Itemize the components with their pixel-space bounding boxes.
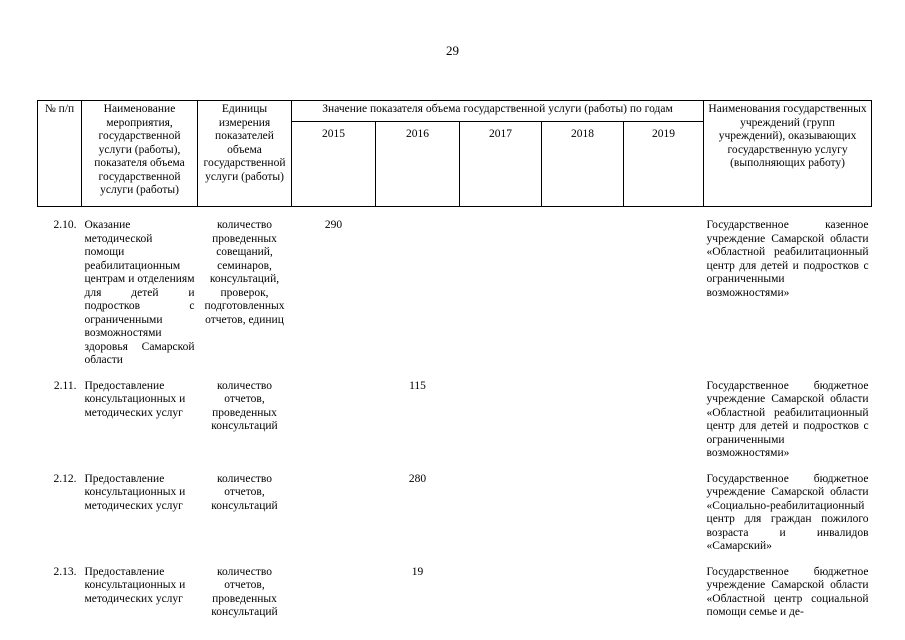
row-value-2015 <box>292 380 376 461</box>
row-value-2017 <box>460 219 542 368</box>
row-units: количество отчетов, проведенных консультаций <box>211 379 278 432</box>
row-value-2015 <box>292 473 376 554</box>
row-value-2015 <box>292 566 376 620</box>
program-table <box>37 100 872 620</box>
row-value-2017 <box>460 380 542 461</box>
row-value-2017 <box>460 566 542 620</box>
row-value-2018 <box>542 473 624 554</box>
table-row <box>38 473 872 554</box>
row-name: Предоставление консультационных и методических услуг <box>84 472 186 512</box>
header-num: № п/п <box>38 101 82 207</box>
row-value-2016: 280 <box>408 472 427 485</box>
header-institutions: Наименования государственных учреждений (групп учреждений), оказывающих государственную услугу (выполняющих работу) <box>704 101 872 207</box>
header-year-2015: 2015 <box>292 122 376 207</box>
row-name: Предоставление консультационных и методических услуг <box>84 565 186 605</box>
row-value-2016: 115 <box>409 379 426 392</box>
page-number: 29 <box>446 43 459 58</box>
row-value-2017 <box>460 473 542 554</box>
row-units: количество проведенных совещаний, семинаров, консультаций, проверок, подготовленных отчетов, единиц <box>204 219 285 326</box>
row-num: 2.10. <box>53 219 77 231</box>
row-value-2019 <box>624 219 704 368</box>
header-year-2016: 2016 <box>376 122 460 207</box>
header-year-2019: 2019 <box>624 122 704 207</box>
table-row <box>38 566 872 620</box>
row-name: Предоставление консультационных и методических услуг <box>84 379 186 419</box>
row-value-2018 <box>542 566 624 620</box>
header-year-2018: 2018 <box>542 122 624 207</box>
header-year-2017: 2017 <box>460 122 542 207</box>
row-institution: Государственное казенное учреждение Самарской области «Областной реабилитационный центр для детей и подростков с ограниченными возможностями» <box>706 219 869 299</box>
row-units: количество отчетов, проведенных консультаций <box>211 565 278 618</box>
row-value-2019 <box>624 380 704 461</box>
row-value-2016: 19 <box>411 565 424 578</box>
row-value-2018 <box>542 380 624 461</box>
row-value-2018 <box>542 219 624 368</box>
row-institution: Государственное бюджетное учреждение Самарской области «Областной реабилитационный центр для детей и подростков с ограниченными возможностями» <box>706 379 869 459</box>
row-value-2019 <box>624 566 704 620</box>
row-value-2019 <box>624 473 704 554</box>
row-num: 2.11. <box>53 379 77 392</box>
row-institution: Государственное бюджетное учреждение Самарской области «Областной центр социальной помощи семье и де- <box>706 565 869 618</box>
row-units: количество отчетов, консультаций <box>211 472 278 512</box>
header-units: Единицы измерения показателей объема государственной услуги (работы) <box>198 101 292 207</box>
row-name: Оказание методической помощи реабилитационным центрам и отделениям для детей и подростков с ограниченными возможностями здоровья Самарской области <box>84 219 195 366</box>
table-row <box>38 219 872 368</box>
header-name: Наименование мероприятия, государственной услуги (работы), показателя объема государственной услуги (работы) <box>82 101 198 207</box>
row-num: 2.12. <box>53 472 77 485</box>
header-values: Значение показателя объема государственной услуги (работы) по годам <box>292 101 704 122</box>
row-institution: Государственное бюджетное учреждение Самарской области «Социально-реабилитационный центр для граждан пожилого возраста и инвалидов «Самарский» <box>706 472 869 552</box>
row-num: 2.13. <box>53 565 77 578</box>
row-value-2015: 290 <box>324 219 343 231</box>
table-row <box>38 380 872 461</box>
row-value-2016 <box>376 219 460 368</box>
